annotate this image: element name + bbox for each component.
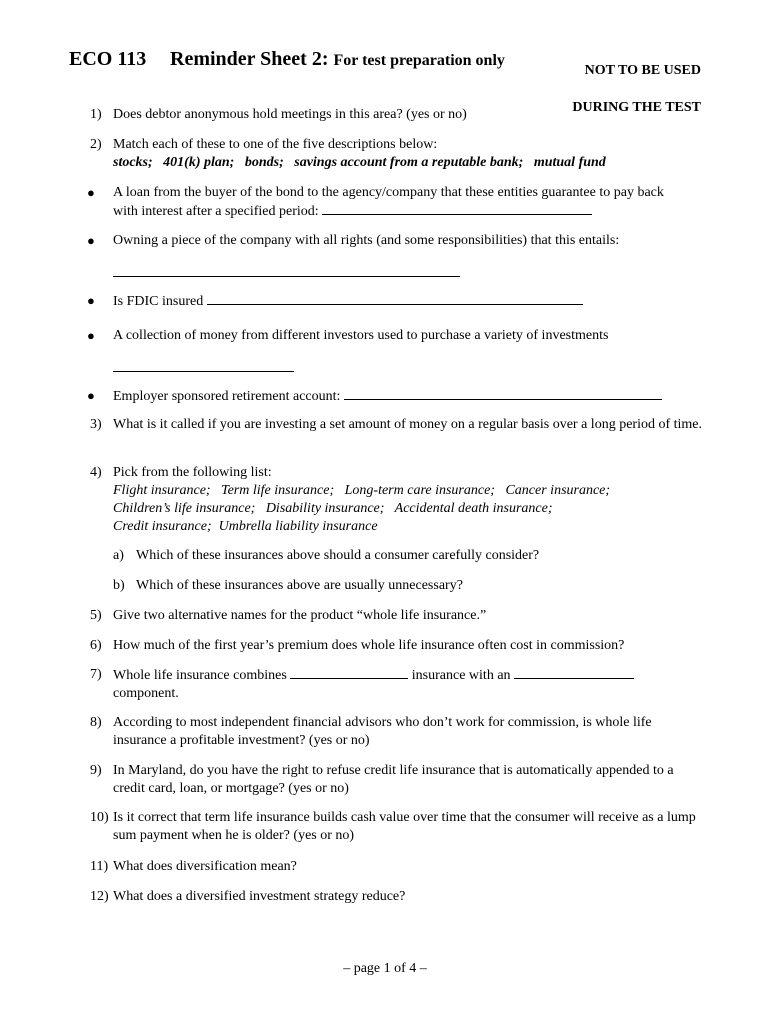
insurance-list-1: Flight insurance; Term life insurance; Long-term care insurance; Cancer insurance;: [113, 483, 611, 498]
bullet-text: A collection of money from different investors used to purchase a variety of investments: [113, 328, 609, 343]
answer-blank[interactable]: [322, 202, 592, 215]
question-text: What is it called if you are investing a set amount of money on a regular basis over a long period of time.: [113, 417, 702, 432]
question-11: [90, 858, 702, 876]
bullet-text: A loan from the buyer of the bond to the agency/company that these entities guarantee to pay back with interest after a specified period:: [113, 185, 664, 219]
bullet-text: Is FDIC insured: [113, 294, 204, 309]
question-number: 7): [90, 667, 102, 682]
bullet-text: Owning a piece of the company with all rights (and some responsibilities) that this entails:: [113, 233, 620, 248]
question-6: [90, 637, 702, 655]
course-code: ECO 113: [69, 48, 147, 70]
question-text: Does debtor anonymous hold meetings in this area? (yes or no): [113, 107, 467, 122]
bullet-bonds: [87, 184, 673, 221]
question-text: Which of these insurances above are usually unnecessary?: [136, 578, 463, 593]
term-bonds: bonds: [244, 155, 280, 170]
question-text: Pick from the following list:: [113, 465, 272, 480]
answer-blank[interactable]: [290, 666, 408, 679]
question-number: 10): [90, 810, 109, 825]
bullet-401k: [87, 387, 673, 406]
sheet-title: [170, 48, 505, 71]
term-savings: savings account from a reputable bank: [294, 155, 519, 170]
question-number: 5): [90, 608, 102, 623]
answer-blank[interactable]: [344, 387, 662, 400]
bullet-icon: ●: [87, 293, 95, 308]
question-4b: [113, 577, 463, 595]
bullet-icon: ●: [87, 388, 95, 403]
bullet-fdic: [87, 292, 673, 311]
question-text: Which of these insurances above should a consumer carefully consider?: [136, 548, 540, 563]
question-text: What does a diversified investment strategy reduce?: [113, 889, 406, 904]
question-text: Match each of these to one of the five descriptions below:: [113, 137, 438, 152]
term-mutual-fund: mutual fund: [533, 155, 606, 170]
answer-blank[interactable]: [113, 359, 294, 372]
insurance-list-2: Children’s life insurance; Disability insurance; Accidental death insurance;: [113, 501, 553, 516]
notice-line-2: DURING THE TEST: [572, 100, 701, 115]
question-text: What does diversification mean?: [113, 859, 297, 874]
question-number: b): [113, 578, 125, 593]
answer-blank[interactable]: [113, 264, 460, 277]
question-text: How much of the first year’s premium does whole life insurance often cost in commission?: [113, 638, 625, 653]
question-number: 4): [90, 465, 102, 480]
notice-line-1: NOT TO BE USED: [584, 63, 701, 78]
question-text-b: insurance with an: [411, 668, 511, 683]
question-text: Give two alternative names for the product “whole life insurance.”: [113, 608, 487, 623]
bullet-icon: ●: [87, 185, 95, 200]
term-list: stocks; 401(k) plan; bonds; savings account from a reputable bank; mutual fund: [113, 155, 606, 170]
question-12: [90, 888, 702, 906]
term-401k: 401(k) plan: [163, 155, 230, 170]
question-number: 2): [90, 137, 102, 152]
question-number: 1): [90, 107, 102, 122]
insurance-list-3: Credit insurance; Umbrella liability insurance: [113, 519, 378, 534]
question-8: [90, 714, 702, 750]
question-7: [90, 666, 702, 703]
question-number: 6): [90, 638, 102, 653]
question-9: [90, 762, 702, 798]
bullet-text: Employer sponsored retirement account:: [113, 389, 341, 404]
sheet-title-main: Reminder Sheet 2:: [170, 48, 329, 70]
question-5: [90, 607, 702, 625]
question-text: Is it correct that term life insurance builds cash value over time that the consumer will receive as a lump sum payment when he is older? (yes or no): [113, 810, 696, 843]
question-text-a: Whole life insurance combines: [113, 668, 287, 683]
question-2: [90, 136, 702, 172]
question-number: 11): [90, 859, 109, 874]
question-text: According to most independent financial advisors who don’t work for commission, is whole life insurance a profitable investment? (yes or no): [113, 715, 652, 748]
question-number: 8): [90, 715, 102, 730]
question-4: [90, 464, 702, 536]
bullet-stocks: [87, 232, 673, 283]
question-number: 12): [90, 889, 109, 904]
bullet-mutual-fund: [87, 327, 673, 378]
question-1: [90, 106, 702, 124]
question-number: 3): [90, 417, 102, 432]
question-text-c: component.: [113, 686, 179, 701]
page-number: – page 1 of 4 –: [343, 961, 427, 976]
answer-blank[interactable]: [207, 292, 583, 305]
sheet-subtitle: For test preparation only: [333, 52, 505, 69]
term-stocks: stocks: [113, 155, 148, 170]
question-text: In Maryland, do you have the right to refuse credit life insurance that is automatically appended to a credit card, loan, or mortgage? (yes or no): [113, 763, 674, 796]
question-4a: [113, 547, 539, 565]
question-10: [90, 809, 702, 845]
question-number: 9): [90, 763, 102, 778]
bullet-icon: ●: [87, 233, 95, 248]
question-3: [90, 416, 702, 434]
answer-blank[interactable]: [514, 666, 634, 679]
question-number: a): [113, 548, 124, 563]
bullet-icon: ●: [87, 328, 95, 343]
